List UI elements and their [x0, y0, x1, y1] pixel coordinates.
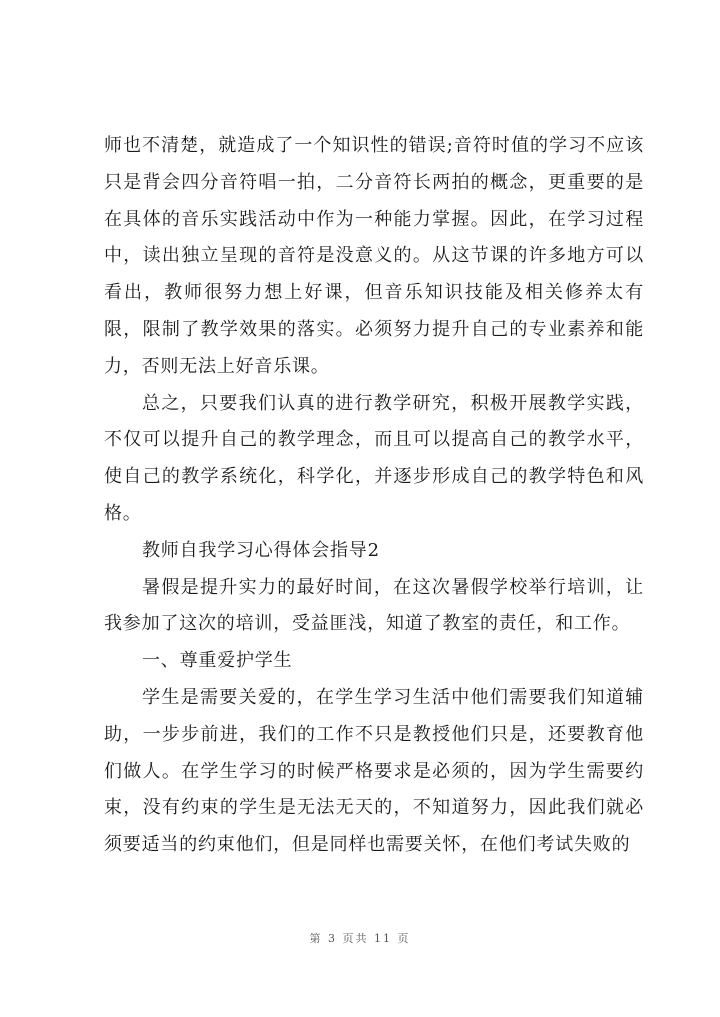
paragraph-3: 暑假是提升实力的最好时间，在这次暑假学校举行培训，让我参加了这次的培训，受益匪浅，知道了教室的责任，和工作。	[104, 576, 644, 635]
subsection-heading: 一、尊重爱护学生	[142, 650, 293, 672]
paragraph-1: 师也不清楚，就造成了一个知识性的错误;音符时值的学习不应该只是背会四分音符唱一拍，二分音符长两拍的概念，更重要的是在具体的音乐实践活动中作为一种能力掌握。因此，在学习过程中，读出独立呈现的音符是没意义的。从这节课的许多地方可以看出，教师很努力想上好课，但音乐知识技能及相关修养太有限，限制了教学效果的落实。必须努力提升自己的专业素养和能力，否则无法上好音乐课。	[104, 135, 644, 377]
page-number-footer: 第 3 页共 11 页	[309, 932, 411, 945]
paragraph-2: 总之，只要我们认真的进行教学研究，积极开展教学实践，不仅可以提升自己的教学理念，而且可以提高自己的教学水平，使自己的教学系统化，科学化，并逐步形成自己的教学特色和风格。	[104, 392, 644, 524]
document-body	[104, 128, 644, 864]
section-heading: 教师自我学习心得体会指导2	[142, 539, 380, 561]
paragraph-4: 学生是需要关爱的，在学生学习生活中他们需要我们知道辅助，一步步前进，我们的工作不只是教授他们只是，还要教育他们做人。在学生学习的时候严格要求是必须的，因为学生需要约束，没有约束的学生是无法无天的，不知道努力，因此我们就必须要适当的约束他们，但是同样也需要关怀，在他们考试失败的	[104, 686, 644, 856]
